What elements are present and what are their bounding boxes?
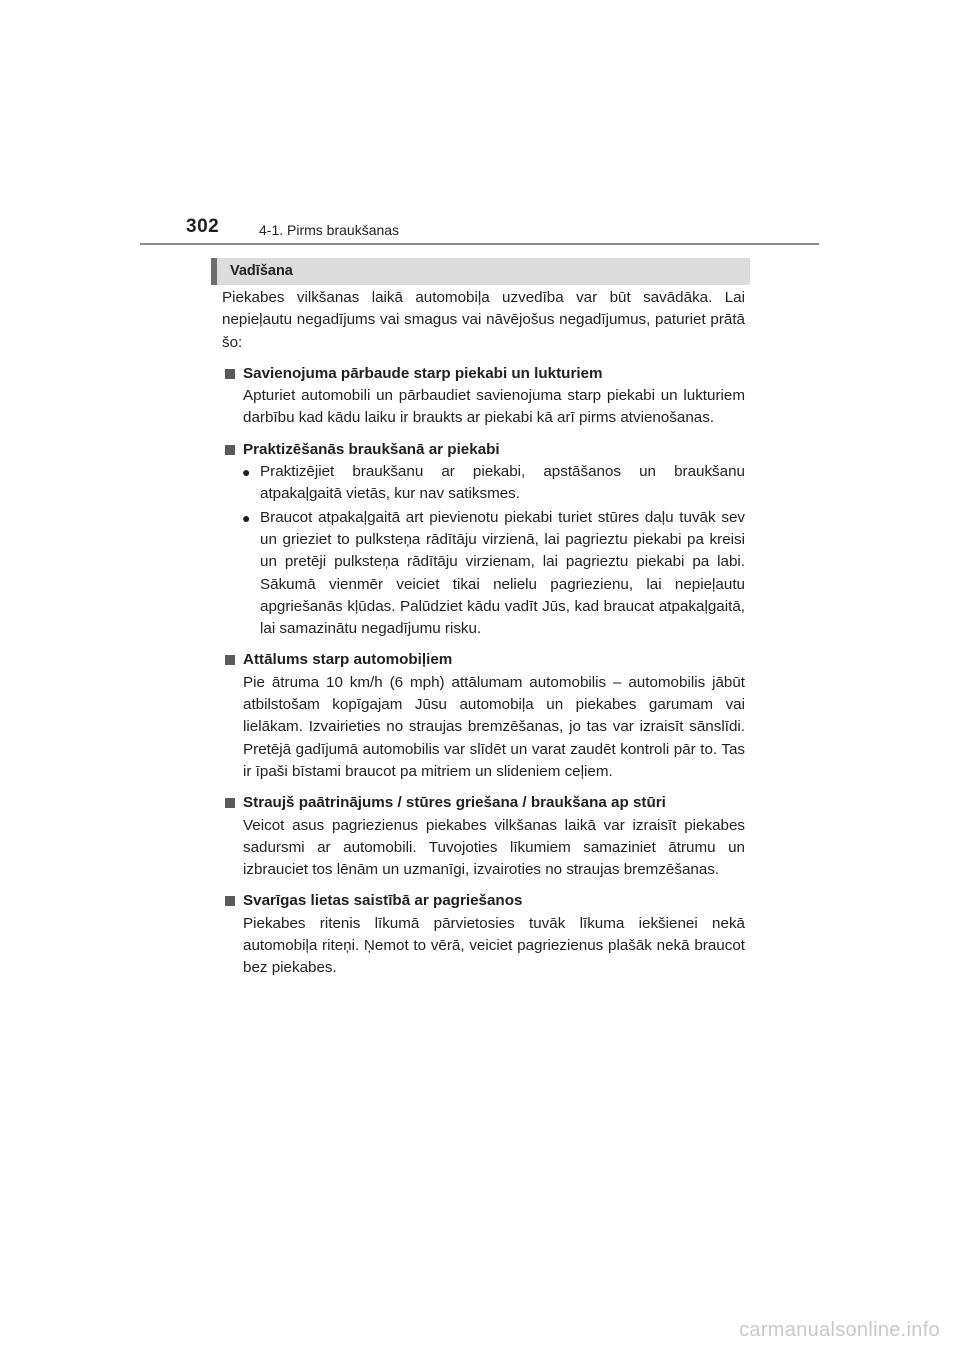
item-text: Apturiet automobili un pārbaudiet savienojuma starp piekabi un lukturiem darbību kad kādu laiku ir braukts ar piekabi kā arī pirms atvienošanas. [243,387,745,427]
square-bullet-icon [225,798,235,808]
bullet-text: Praktizējiet braukšanu ar piekabi, apstāšanos un braukšanu atpakaļgaitā vietās, kur nav satiksmes. [260,463,745,503]
section-title: Vadīšana [230,263,293,279]
item-practice [222,439,745,641]
item-text: Pie ātruma 10 km/h (6 mph) attālumam automobilis – automobilis jābūt atbilstošam kopīgajam Jūsu automobiļa un piekabes garumam vai lielākam. Izvairieties no straujas bremzēšanas, jo tas var izraisīt sānslīdi. Pretējā gadījumā automobilis var slīdēt un varat zaudēt kontroli pār to. Tas ir īpaši bīstami braucot pa mitriem un slideniem ceļiem. [243,673,745,780]
bullet-item [222,461,745,506]
item-turning [222,890,745,979]
section-bar [211,258,750,285]
item-heading [222,649,745,671]
square-bullet-icon [225,445,235,455]
square-bullet-icon [225,896,235,906]
item-distance [222,649,745,783]
item-text: Veicot asus pagriezienus piekabes vilkšanas laikā var izraisīt piekabes sadursmi ar automobili. Tuvojoties līkumiem samaziniet ātrumu un izbrauciet tos lēnām un uzmanīgi, izvairoties no straujas bremzēšanas. [243,816,745,879]
intro-paragraph: Piekabes vilkšanas laikā automobiļa uzvedība var būt savādāka. Lai nepieļautu negadījums vai smagus vai nāvējošus negadījumus, paturiet prātā šo: [222,289,745,351]
item-heading-text: Svarīgas lietas saistībā ar pagriešanos [243,892,523,910]
header-rule [140,243,819,245]
chapter-title: 4-1. Pirms braukšanas [259,222,400,238]
item-heading [222,890,745,912]
bullet-group [222,461,745,640]
item-acceleration [222,792,745,881]
bullet-item [222,507,745,641]
square-bullet-icon [225,655,235,665]
item-heading-text: Savienojuma pārbaude starp piekabi un lukturiem [243,364,603,382]
item-heading [222,439,745,461]
item-text: Piekabes ritenis līkumā pārvietosies tuvāk līkuma iekšienei nekā automobiļa riteņi. Ņemot to vērā, veiciet pagriezienus plašāk nekā braucot bez piekabes. [243,914,745,977]
item-heading-text: Straujš paātrinājums / stūres griešana / braukšana ap stūri [243,794,666,812]
watermark: carmanualsonline.info [739,1319,940,1341]
circle-bullet-icon: ● [242,509,251,526]
page-number: 302 [186,216,220,237]
item-heading-text: Praktizēšanās braukšanā ar piekabi [243,440,500,458]
square-bullet-icon [225,369,235,379]
item-connection-check [222,363,745,430]
bullet-text: Braucot atpakaļgaitā art pievienotu piekabi turiet stūres daļu tuvāk sev un grieziet to pulksteņa rādītāju virzienā, lai pagrieztu piekabi pa kreisi un pretēji pulksteņa rādītāju virzienam, lai pagrieztu piekabi pa labi. Sākumā vienmēr veiciet tikai nelielu pagriezienu, lai nepieļautu apgriešanās kļūdas. Palūdziet kādu vadīt Jūs, kad braucat atpakaļgaitā, lai samazinātu negadījumu risku. [260,508,745,638]
content [222,287,745,989]
circle-bullet-icon: ● [242,464,251,481]
item-heading [222,363,745,385]
item-heading [222,792,745,814]
item-heading-text: Attālums starp automobiļiem [243,651,453,669]
